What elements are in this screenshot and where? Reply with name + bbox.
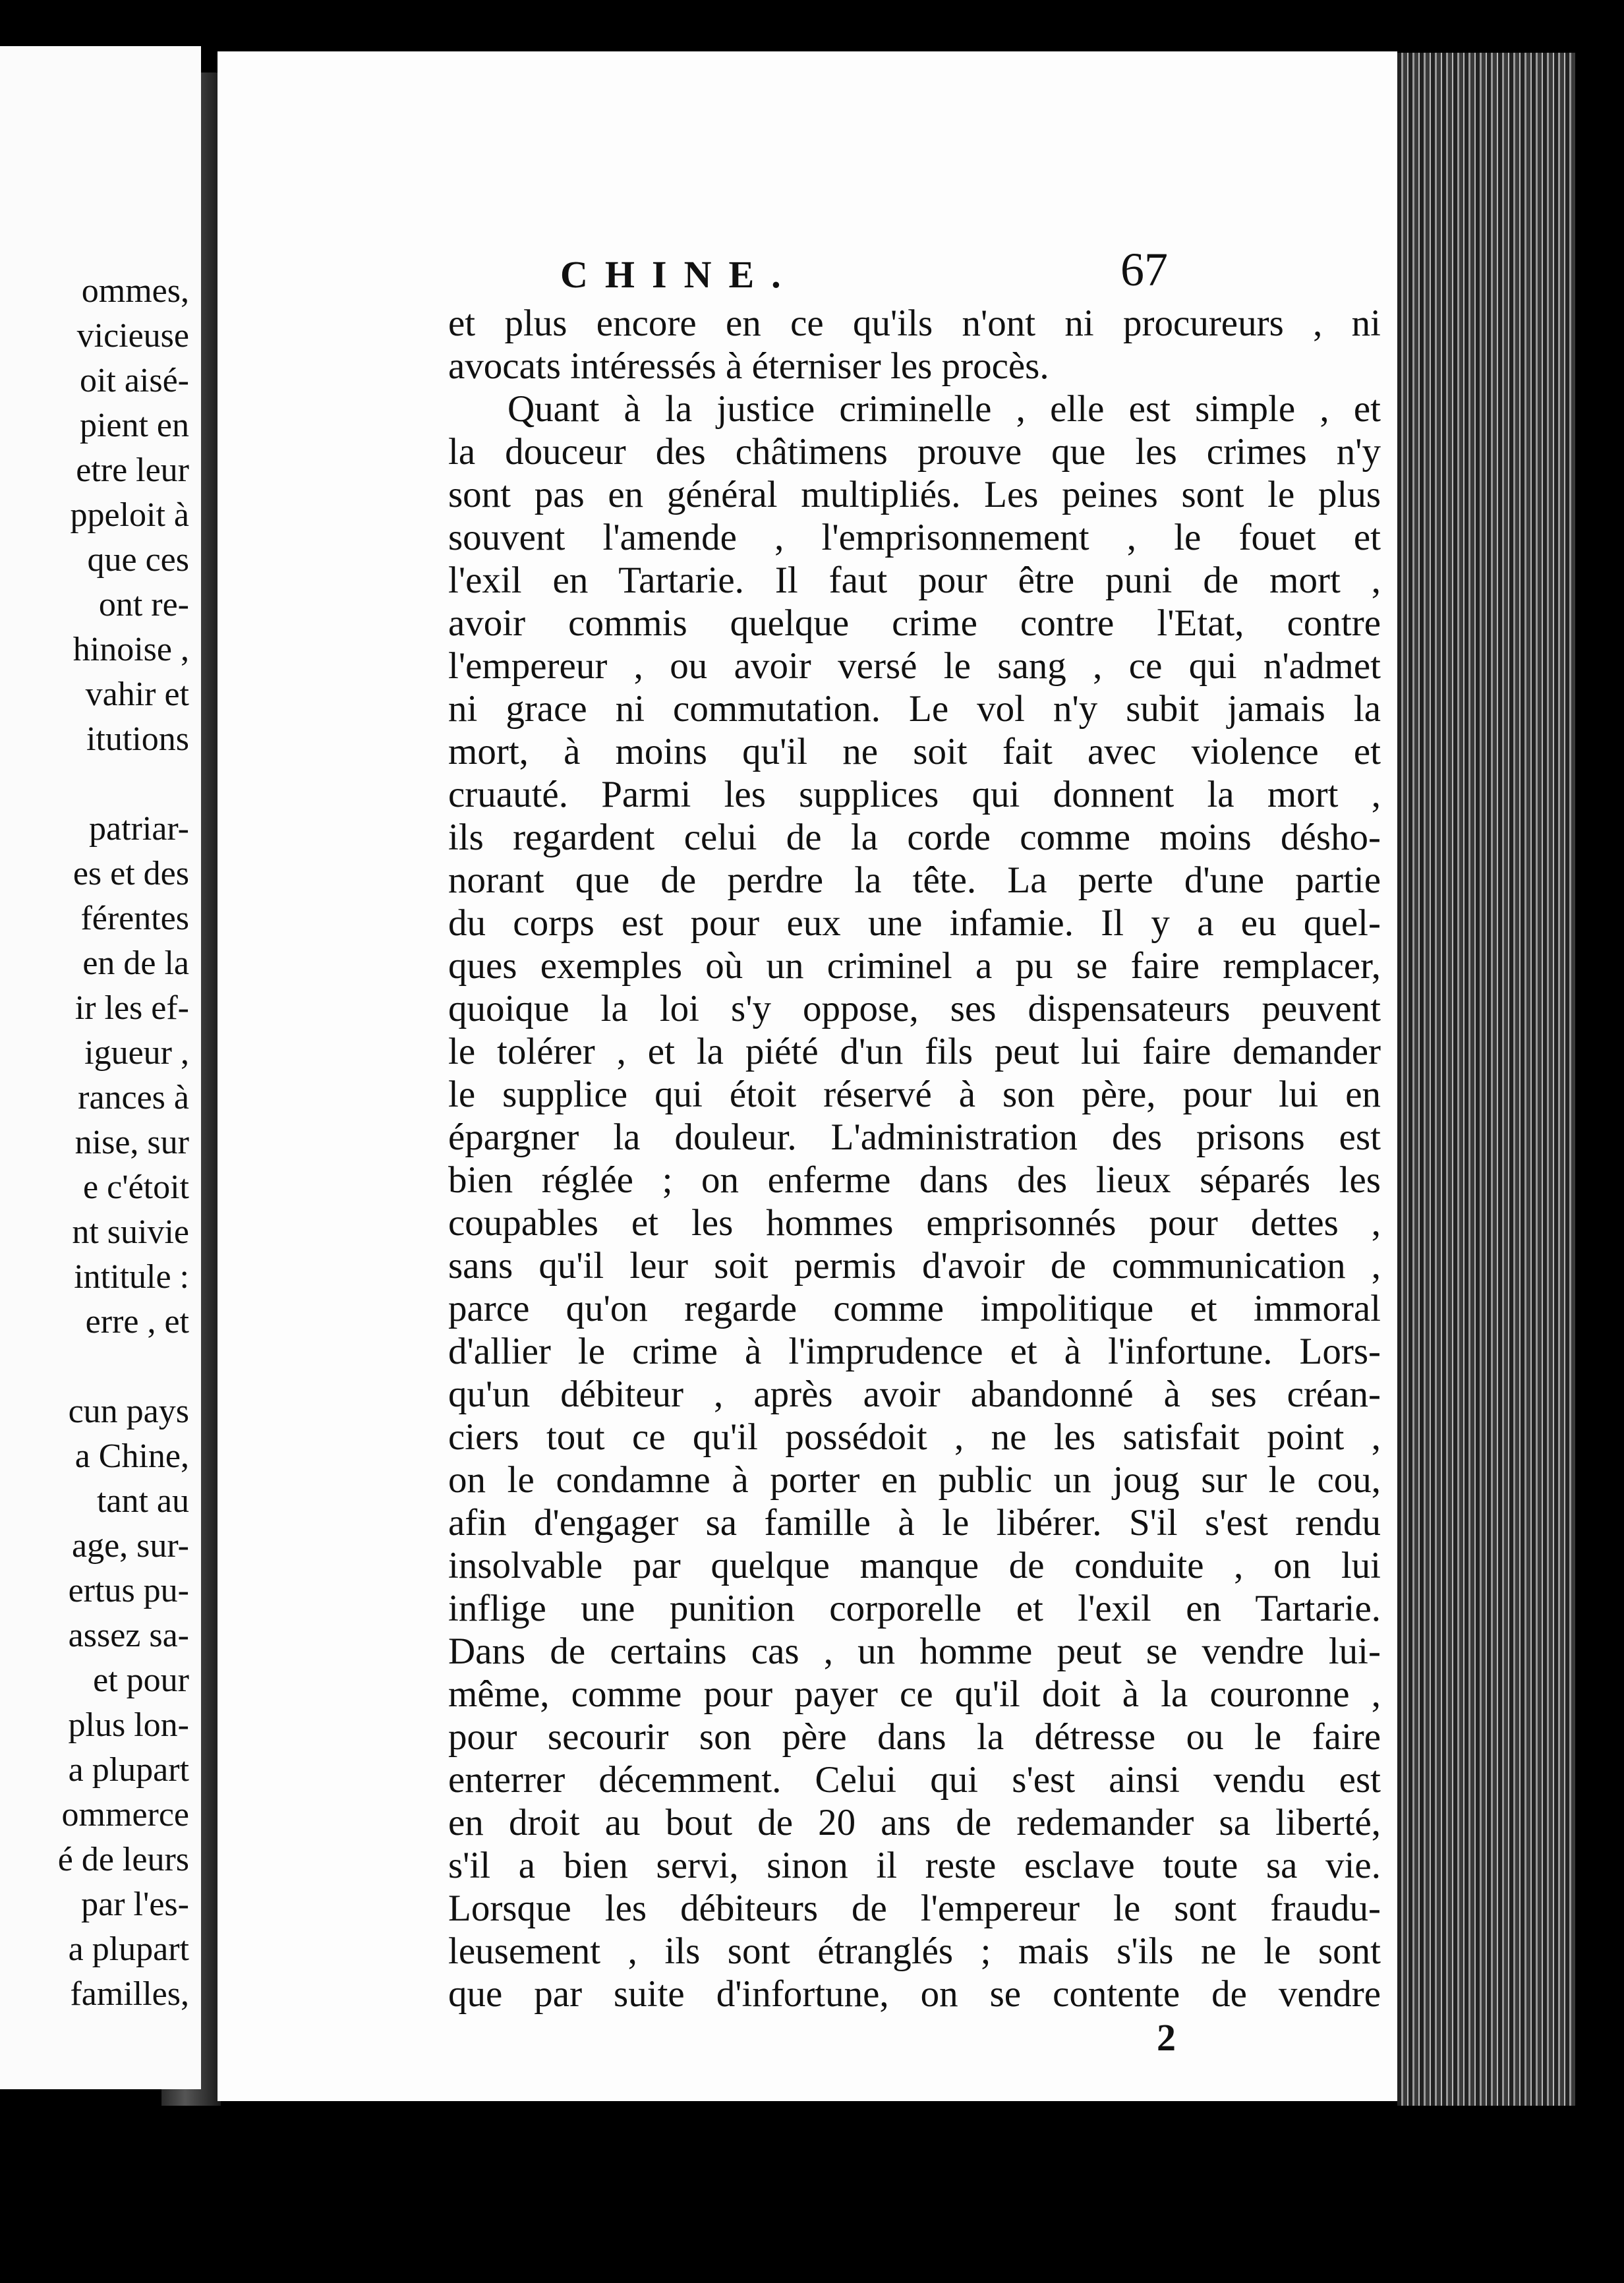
left-text-fragment: intitule : [74, 1258, 189, 1296]
page-number: 67 [1120, 243, 1168, 296]
text-line: cruauté. Parmi les supplices qui donnent la mort , [448, 774, 1381, 815]
left-text-fragment: ppeloit à [70, 496, 189, 534]
left-text-fragment: a Chine, [74, 1437, 189, 1475]
text-line: ciers tout ce qu'il possédoit , ne les satisfait point , [448, 1416, 1381, 1458]
text-line: enterrer décemment. Celui qui s'est ainsi vendu est [448, 1759, 1381, 1801]
text-line: Dans de certains cas , un homme peut se vendre lui- [448, 1631, 1381, 1672]
text-line: mort, à moins qu'il ne soit fait avec violence et [448, 731, 1381, 772]
left-text-fragment: vicieuse [76, 317, 189, 355]
left-text-fragment: a plupart [68, 1751, 189, 1789]
text-line: inflige une punition corporelle et l'exil en Tartarie. [448, 1588, 1381, 1629]
text-line: le tolérer , et la piété d'un fils peut lui faire demander [448, 1031, 1381, 1072]
text-line: épargner la douleur. L'administration des prisons est [448, 1116, 1381, 1158]
left-text-fragment: férentes [80, 900, 189, 937]
left-text-fragment: igueur , [84, 1034, 189, 1072]
text-line: ques exemples où un criminel a pu se faire remplacer, [448, 945, 1381, 987]
page-block-edge [1397, 53, 1575, 2109]
text-line: coupables et les hommes emprisonnés pour dettes , [448, 1202, 1381, 1244]
text-line: insolvable par quelque manque de conduite , on lui [448, 1545, 1381, 1586]
left-text-fragment: ommerce [61, 1796, 189, 1834]
signature-mark: 2 [1157, 2016, 1176, 2059]
text-line: ni grace ni commutation. Le vol n'y subit jamais la [448, 688, 1381, 730]
left-text-fragment: es et des [72, 855, 189, 892]
text-line: l'exil en Tartarie. Il faut pour être puni de mort , [448, 560, 1381, 601]
text-line: et plus encore en ce qu'ils n'ont ni procureurs , ni [448, 303, 1381, 344]
left-text-fragment: rances à [78, 1079, 189, 1116]
text-line: ils regardent celui de la corde comme moins désho- [448, 817, 1381, 858]
left-text-fragment: pient en [79, 407, 189, 444]
page-body-text [448, 302, 1381, 2015]
left-page-fragment [0, 46, 201, 2089]
text-line: sans qu'il leur soit permis d'avoir de communication , [448, 1245, 1381, 1286]
text-line: quoique la loi s'y oppose, ses dispensateurs peuvent [448, 988, 1381, 1029]
text-line: afin d'engager sa famille à le libérer. S'il s'est rendu [448, 1502, 1381, 1544]
left-text-fragment: tant au [96, 1482, 189, 1520]
text-line: du corps est pour eux une infamie. Il y a eu quel- [448, 902, 1381, 944]
text-line: norant que de perdre la tête. La perte d'une partie [448, 859, 1381, 901]
left-text-fragment: ont re- [98, 586, 189, 623]
left-text-fragment: et pour [93, 1662, 189, 1699]
left-text-fragment: en de la [82, 944, 189, 982]
left-text-fragment: patriar- [89, 810, 189, 848]
text-line: avocats intéressés à éterniser les procès. [448, 345, 1049, 387]
text-line: leusement , ils sont étranglés ; mais s'ils ne le sont [448, 1930, 1381, 1972]
text-line: Quant à la justice criminelle , elle est simple , et [508, 388, 1381, 430]
left-text-fragment: nise, sur [74, 1124, 189, 1161]
text-line: avoir commis quelque crime contre l'Etat, contre [448, 602, 1381, 644]
text-line: d'allier le crime à l'imprudence et à l'infortune. Lors- [448, 1331, 1381, 1372]
text-line: la douceur des châtimens prouve que les crimes n'y [448, 431, 1381, 473]
left-text-fragment: vahir et [85, 676, 189, 713]
left-text-fragment: itutions [86, 720, 189, 758]
text-line: en droit au bout de 20 ans de redemander sa liberté, [448, 1802, 1381, 1843]
left-text-fragment: hinoise , [72, 631, 189, 668]
scan-background [0, 2106, 1624, 2283]
text-line: s'il a bien servi, sinon il reste esclave toute sa vie. [448, 1845, 1381, 1886]
left-text-fragment: par l'es- [81, 1886, 189, 1923]
text-line: l'empereur , ou avoir versé le sang , ce qui n'admet [448, 645, 1381, 687]
text-line: parce qu'on regarde comme impolitique et immoral [448, 1288, 1381, 1329]
text-line: que par suite d'infortune, on se contente de vendre [448, 1973, 1381, 2015]
text-line: pour secourir son père dans la détresse ou le faire [448, 1716, 1381, 1758]
text-line: on le condamne à porter en public un joug sur le cou, [448, 1459, 1381, 1501]
text-line: même, comme pour payer ce qu'il doit à la couronne , [448, 1673, 1381, 1715]
running-head: CHINE. [560, 253, 798, 296]
text-line: Lorsque les débiteurs de l'empereur le sont fraudu- [448, 1888, 1381, 1929]
text-line: sont pas en général multipliés. Les peines sont le plus [448, 474, 1381, 515]
left-text-fragment: é de leurs [57, 1841, 189, 1878]
left-text-fragment: ir les ef- [74, 989, 189, 1027]
text-line: bien réglée ; on enferme dans des lieux séparés les [448, 1159, 1381, 1201]
book-page [218, 51, 1397, 2101]
left-text-fragment: oit aisé- [79, 362, 189, 399]
left-text-fragment: que ces [87, 541, 189, 579]
left-text-fragment: e c'étoit [83, 1169, 189, 1206]
left-text-fragment: age, sur- [72, 1527, 189, 1565]
left-text-fragment: ommes, [81, 272, 189, 310]
left-text-fragment: etre leur [76, 451, 189, 489]
left-text-fragment: ertus pu- [68, 1572, 189, 1609]
left-text-fragment: assez sa- [68, 1617, 189, 1654]
text-line: le supplice qui étoit réservé à son père, pour lui en [448, 1074, 1381, 1115]
left-text-fragment: cun pays [68, 1393, 189, 1430]
text-line: souvent l'amende , l'emprisonnement , le fouet et [448, 517, 1381, 558]
text-line: qu'un débiteur , après avoir abandonné à ses créan- [448, 1373, 1381, 1415]
left-text-fragment: nt suivie [72, 1213, 189, 1251]
left-text-fragment: a plupart [68, 1930, 189, 1968]
left-text-fragment: erre , et [85, 1303, 189, 1341]
left-text-fragment: familles, [70, 1975, 189, 2013]
left-text-fragment: plus lon- [68, 1706, 189, 1744]
